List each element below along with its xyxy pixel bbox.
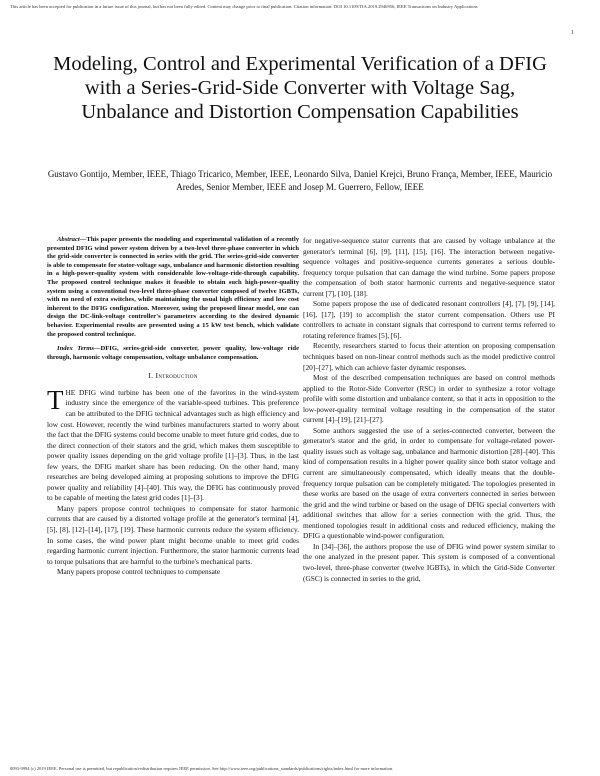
right-paragraph-4: Most of the described compensation techniques are based on control methods applied to the Rotor-Side Converter (RSC) in order to synthesize a rotor voltage profile with some distortion and unbalance content, so that it acts in opposition to the low-power-quality terminal voltage resulting in the compensation of the stator current [4]–[19], [21]–[27]. bbox=[303, 373, 555, 425]
journal-header-note: This article has been accepted for publication in a future issue of this journal, but has not been fully edited. Content may change prior to final publication. Citation information: DOI 10.1109/TIA.2019.2946956, IEEE Transactions on Industry Applications bbox=[10, 4, 478, 9]
abstract-label: Abstract— bbox=[57, 236, 87, 243]
left-column bbox=[47, 236, 299, 578]
right-paragraph-2: Some papers propose the use of dedicated resonant controllers [4], [7], [9], [14], [16], [17], [19] to accomplish the stator current compensation. Others use PI controllers to actuate in constant signals that correspond to current terms referred to rotating reference frames [5], [6]. bbox=[303, 299, 555, 340]
intro-paragraph-2: Many papers propose control techniques to compensate for stator harmonic currents that are caused by a distorted voltage profile at the generator's terminal [4], [5], [8], [12]–[14], [17], [19]. These harmonic currents reduce the system efficiency. In some cases, the wind power plant might become unable to meet grid codes regarding harmonic current injection. Furthermore, the stator harmonic currents lead to torque pulsations that are harmful to the turbine's mechanical parts. bbox=[47, 503, 299, 566]
copyright-footer: 0093-9994 (c) 2019 IEEE. Personal use is permitted, but republication/redistribution requires IEEE permission. See http://www.ieee.org/publications_standards/publications/rights/index.html for more information. bbox=[10, 766, 394, 771]
index-terms-label: Index Terms— bbox=[57, 345, 101, 353]
intro-paragraph-1-text: HE DFIG wind turbine has been one of the favorites in the wind-system industry since the emergence of the variable-speed turbines. This preference can be attributed to the DFIG technical advantages such as high efficiency and low cost. However, recently the wind turbines manufacturers started to worry about the fact that the DFIG systems could become unable to meet future grid codes, due to the direct connection of their stators and the grid, which makes them susceptible to power quality issues depending on the grid voltage profile [1]–[3]. Thus, in the last few years, the DFIG market share has been reducing. On the other hand, many researches are being developed aiming at proposing solutions to improve the DFIG power quality and reliability [4]–[40]. This way, the DFIG has continuously proved to be capable of meeting the latest grid codes [1]–[3]. bbox=[47, 387, 299, 503]
index-terms bbox=[47, 345, 299, 362]
section-heading-introduction: I. Introduction bbox=[148, 371, 198, 381]
page-number: 1 bbox=[571, 30, 574, 36]
author-list: Gustavo Gontijo, Member, IEEE, Thiago Tricarico, Member, IEEE, Leonardo Silva, Daniel Krejci, Bruno França, Member, IEEE, Mauricio Aredes, Senior Member, IEEE and Josep M. Guerrero, Fellow, IEEE bbox=[47, 169, 553, 192]
drop-cap: T bbox=[47, 384, 64, 415]
right-paragraph-5: Some authors suggested the use of a series-connected converter, between the generator's stator and the grid, in order to compensate for voltage-related power-quality issues such as voltage sag, unbalance and harmonic distortion [28]–[40]. This kind of compensation results in a higher power quality since both stator voltage and current are simultaneously compensated, which ideally means that the double-frequency torque pulsation can be completely mitigated. The topologies presented in these works are based on the usage of extra converters connected in series between the grid and the wind turbine or based on the usage of DFIG special converters with additional switches that allow for a series connection with the grid. Thus, the mentioned topologies result in additional costs and reduced efficiency, making the DFIG a questionable wind-power configuration. bbox=[303, 425, 555, 541]
index-terms-text: DFIG, series-grid-side converter, power quality, low-voltage ride through, harmonic voltage compensation, voltage unbalance compensation. bbox=[47, 345, 300, 361]
right-paragraph-3: Recently, researchers started to focus their attention on proposing compensation techniques based on non-linear control methods such as the model predictive control [20]–[27], which can achieve faster dynamic responses. bbox=[303, 341, 555, 372]
right-column bbox=[303, 236, 555, 584]
right-paragraph-6: In [34]–[36], the authors propose the use of DFIG wind power system similar to the one analyzed in the present paper. This system is composed of a conventional two-level, three-phase converter (twelve IGBTs), in which the Grid-Side Converter (GSC) is connected in series to the grid, bbox=[303, 541, 555, 583]
paper-title: Modeling, Control and Experimental Verification of a DFIG with a Series-Grid-Side Converter with Voltage Sag, Unbalance and Distortion Compensation Capabilities bbox=[53, 53, 547, 123]
abstract-text: This paper presents the modeling and experimental validation of a recently presented DFIG wind power system driven by a two-level three-phase converter in which the grid-side converter is connected in series with the grid. The series-grid-side converter is able to compensate for stator-voltage sags, unbalance and harmonic distortion resulting in a high-power-quality system with considerable low-voltage-ride-through capability. The proposed control technique makes it feasible to obtain such high-power-quality system using a conventional two-level three-phase converter composed of twelve IGBTs, with no need of extra switches, while maintaining the usual high efficiency and low cost inherent to the DFIG configuration. Moreover, using the proposed linear model, one can design the DC-link-voltage controller's parameters according to the desired dynamic behavior. Experimental results are presented using a 15 kW test bench, which validate the proposed control technique. bbox=[47, 236, 299, 338]
intro-paragraph-3: Many papers propose control techniques to compensate bbox=[57, 567, 221, 577]
right-paragraph-1: for negative-sequence stator currents that are caused by voltage unbalance at the generator's terminal [6], [9], [11], [15], [16]. The interaction between negative-sequence voltages and positive-sequence currents generates a serious double-frequency torque pulsation that can damage the wind turbine. Some papers propose the compensation of both stator harmonic currents and negative-sequence stator current [7], [10], [18]. bbox=[303, 236, 555, 298]
abstract bbox=[47, 236, 299, 339]
intro-paragraph-1 bbox=[47, 384, 299, 504]
